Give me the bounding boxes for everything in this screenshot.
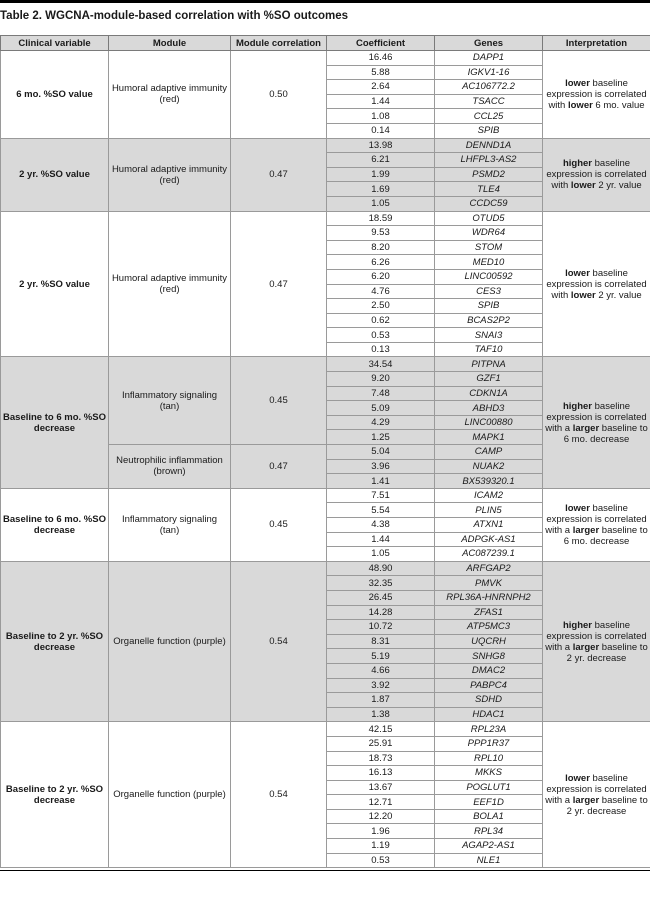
module-cell: Inflammatory signaling (tan) (109, 488, 231, 561)
table-row (1, 211, 650, 226)
coefficient-cell: 1.05 (327, 547, 435, 562)
coefficient-cell: 34.54 (327, 357, 435, 372)
interpretation-cell (543, 51, 650, 139)
coefficient-cell: 10.72 (327, 620, 435, 635)
coefficient-cell: 26.45 (327, 590, 435, 605)
module-cell: Organelle function (purple) (109, 561, 231, 722)
interpretation-emphasis: larger (572, 794, 600, 806)
gene-cell: TAF10 (435, 342, 543, 357)
gene-cell: OTUD5 (435, 211, 543, 226)
coefficient-cell: 13.67 (327, 780, 435, 795)
coefficient-cell: 13.98 (327, 138, 435, 153)
gene-cell: RPL36A-HNRNPH2 (435, 590, 543, 605)
coefficient-cell: 0.53 (327, 328, 435, 343)
clinical-variable-cell: Baseline to 6 mo. %SO decrease (1, 357, 109, 488)
interpretation-emphasis: larger (572, 641, 600, 653)
gene-cell: CES3 (435, 284, 543, 299)
gene-cell: ARFGAP2 (435, 561, 543, 576)
gene-cell: NUAK2 (435, 459, 543, 474)
interpretation-emphasis: larger (572, 422, 600, 434)
clinical-group (1, 357, 650, 488)
table-row (1, 488, 650, 503)
coefficient-cell: 16.46 (327, 51, 435, 66)
interpretation-emphasis: lower (570, 180, 596, 192)
gene-cell: BX539320.1 (435, 474, 543, 489)
bottom-rule (0, 870, 650, 871)
coefficient-cell: 18.59 (327, 211, 435, 226)
coefficient-cell: 5.88 (327, 65, 435, 80)
coefficient-cell: 9.53 (327, 226, 435, 241)
clinical-group (1, 211, 650, 357)
interpretation-text: baseline expression is correlated with a (545, 502, 647, 536)
interpretation-text: baseline expression is correlated with (546, 158, 647, 192)
gene-cell: ZFAS1 (435, 605, 543, 620)
gene-cell: RPL10 (435, 751, 543, 766)
correlation-table (0, 35, 650, 868)
clinical-variable-cell: Baseline to 2 yr. %SO decrease (1, 561, 109, 722)
clinical-variable-cell: Baseline to 2 yr. %SO decrease (1, 722, 109, 868)
module-correlation-cell: 0.45 (231, 357, 327, 445)
interpretation-emphasis: lower (565, 267, 590, 279)
module-cell: Humoral adaptive immunity (red) (109, 138, 231, 211)
coefficient-cell: 1.38 (327, 707, 435, 722)
module-correlation-cell: 0.47 (231, 211, 327, 357)
interpretation-cell (543, 211, 650, 357)
interpretation-emphasis: higher (562, 400, 592, 412)
table-row (1, 138, 650, 153)
table-row (1, 357, 650, 372)
gene-cell: SNHG8 (435, 649, 543, 664)
header-coefficient: Coefficient (327, 36, 435, 51)
module-correlation-cell: 0.50 (231, 51, 327, 139)
module-cell: Inflammatory signaling (tan) (109, 357, 231, 445)
interpretation-text: baseline expression is correlated with a (545, 400, 647, 434)
coefficient-cell: 1.41 (327, 474, 435, 489)
gene-cell: DMAC2 (435, 663, 543, 678)
header-genes: Genes (435, 36, 543, 51)
interpretation-cell (543, 357, 650, 488)
gene-cell: AC087239.1 (435, 547, 543, 562)
module-correlation-cell: 0.47 (231, 445, 327, 489)
gene-cell: MED10 (435, 255, 543, 270)
gene-cell: ABHD3 (435, 401, 543, 416)
interpretation-cell (543, 138, 650, 211)
gene-cell: RPL34 (435, 824, 543, 839)
coefficient-cell: 9.20 (327, 372, 435, 387)
table-row (1, 561, 650, 576)
gene-cell: HDAC1 (435, 707, 543, 722)
header-module-correlation: Module correlation (231, 36, 327, 51)
interpretation-text: baseline expression is correlated with a (545, 772, 647, 806)
top-rule (0, 0, 650, 3)
coefficient-cell: 7.51 (327, 488, 435, 503)
header-interpretation: Interpretation (543, 36, 650, 51)
coefficient-cell: 4.29 (327, 415, 435, 430)
gene-cell: ADPGK-AS1 (435, 532, 543, 547)
module-correlation-cell: 0.54 (231, 722, 327, 868)
module-correlation-cell: 0.54 (231, 561, 327, 722)
gene-cell: WDR64 (435, 226, 543, 241)
gene-cell: CCL25 (435, 109, 543, 124)
gene-cell: LHFPL3-AS2 (435, 153, 543, 168)
clinical-variable-cell: 2 yr. %SO value (1, 138, 109, 211)
gene-cell: STOM (435, 240, 543, 255)
module-cell: Neutrophilic inflammation (brown) (109, 445, 231, 489)
header-clinical-variable: Clinical variable (1, 36, 109, 51)
gene-cell: TSACC (435, 94, 543, 109)
gene-cell: PMVK (435, 576, 543, 591)
coefficient-cell: 5.19 (327, 649, 435, 664)
module-correlation-cell: 0.47 (231, 138, 327, 211)
coefficient-cell: 8.31 (327, 634, 435, 649)
coefficient-cell: 1.87 (327, 693, 435, 708)
gene-cell: CCDC59 (435, 196, 543, 211)
clinical-group (1, 488, 650, 561)
gene-cell: ATXN1 (435, 518, 543, 533)
header-row (1, 36, 650, 51)
gene-cell: EEF1D (435, 795, 543, 810)
interpretation-cell (543, 722, 650, 868)
coefficient-cell: 42.15 (327, 722, 435, 737)
coefficient-cell: 1.25 (327, 430, 435, 445)
interpretation-text: baseline expression is correlated with (546, 267, 647, 301)
interpretation-text: baseline to 6 mo. decrease (563, 422, 648, 445)
coefficient-cell: 8.20 (327, 240, 435, 255)
gene-cell: IGKV1-16 (435, 65, 543, 80)
gene-cell: LINC00880 (435, 415, 543, 430)
interpretation-emphasis: higher (562, 158, 592, 170)
gene-cell: ATP5MC3 (435, 620, 543, 635)
interpretation-emphasis: larger (572, 524, 600, 536)
coefficient-cell: 1.19 (327, 839, 435, 854)
clinical-group (1, 561, 650, 722)
clinical-variable-cell: 6 mo. %SO value (1, 51, 109, 139)
interpretation-text: 6 mo. value (592, 99, 645, 111)
interpretation-emphasis: lower (565, 77, 590, 89)
interpretation-text: baseline to 2 yr. decrease (566, 641, 648, 664)
coefficient-cell: 12.20 (327, 809, 435, 824)
gene-cell: ICAM2 (435, 488, 543, 503)
gene-cell: AGAP2-AS1 (435, 839, 543, 854)
interpretation-cell (543, 561, 650, 722)
interpretation-emphasis: higher (562, 619, 592, 631)
gene-cell: SNAI3 (435, 328, 543, 343)
coefficient-cell: 32.35 (327, 576, 435, 591)
gene-cell: UQCRH (435, 634, 543, 649)
interpretation-text: baseline to 6 mo. decrease (563, 524, 648, 547)
gene-cell: PLIN5 (435, 503, 543, 518)
coefficient-cell: 5.09 (327, 401, 435, 416)
gene-cell: POGLUT1 (435, 780, 543, 795)
clinical-variable-cell: 2 yr. %SO value (1, 211, 109, 357)
table-row (1, 51, 650, 66)
gene-cell: SDHD (435, 693, 543, 708)
interpretation-cell (543, 488, 650, 561)
interpretation-emphasis: lower (567, 99, 593, 111)
coefficient-cell: 0.13 (327, 342, 435, 357)
table-title: Table 2. WGCNA-module-based correlation with %SO outcomes (0, 10, 349, 22)
interpretation-text: 2 yr. value (595, 289, 642, 301)
coefficient-cell: 14.28 (327, 605, 435, 620)
coefficient-cell: 48.90 (327, 561, 435, 576)
coefficient-cell: 12.71 (327, 795, 435, 810)
interpretation-text: baseline expression is correlated with (546, 77, 647, 111)
coefficient-cell: 6.26 (327, 255, 435, 270)
coefficient-cell: 7.48 (327, 386, 435, 401)
gene-cell: BCAS2P2 (435, 313, 543, 328)
clinical-variable-cell: Baseline to 6 mo. %SO decrease (1, 488, 109, 561)
gene-cell: GZF1 (435, 372, 543, 387)
gene-cell: CDKN1A (435, 386, 543, 401)
clinical-group (1, 51, 650, 139)
gene-cell: BOLA1 (435, 809, 543, 824)
interpretation-emphasis: lower (570, 289, 596, 301)
coefficient-cell: 1.44 (327, 94, 435, 109)
gene-cell: MAPK1 (435, 430, 543, 445)
gene-cell: MKKS (435, 766, 543, 781)
gene-cell: RPL23A (435, 722, 543, 737)
coefficient-cell: 25.91 (327, 736, 435, 751)
coefficient-cell: 5.04 (327, 445, 435, 460)
coefficient-cell: 3.92 (327, 678, 435, 693)
interpretation-text: baseline to 2 yr. decrease (566, 794, 648, 817)
gene-cell: PITPNA (435, 357, 543, 372)
coefficient-cell: 3.96 (327, 459, 435, 474)
coefficient-cell: 6.21 (327, 153, 435, 168)
coefficient-cell: 0.53 (327, 853, 435, 868)
module-cell: Humoral adaptive immunity (red) (109, 51, 231, 139)
coefficient-cell: 1.44 (327, 532, 435, 547)
interpretation-emphasis: lower (565, 502, 590, 514)
gene-cell: DENND1A (435, 138, 543, 153)
coefficient-cell: 1.05 (327, 196, 435, 211)
clinical-group (1, 138, 650, 211)
gene-cell: TLE4 (435, 182, 543, 197)
module-cell: Organelle function (purple) (109, 722, 231, 868)
coefficient-cell: 1.96 (327, 824, 435, 839)
gene-cell: DAPP1 (435, 51, 543, 66)
interpretation-text: baseline expression is correlated with a (545, 619, 647, 653)
gene-cell: PSMD2 (435, 167, 543, 182)
gene-cell: SPIB (435, 299, 543, 314)
coefficient-cell: 1.69 (327, 182, 435, 197)
coefficient-cell: 18.73 (327, 751, 435, 766)
clinical-group (1, 722, 650, 868)
gene-cell: AC106772.2 (435, 80, 543, 95)
gene-cell: SPIB (435, 123, 543, 138)
header-module: Module (109, 36, 231, 51)
coefficient-cell: 4.38 (327, 518, 435, 533)
coefficient-cell: 1.99 (327, 167, 435, 182)
interpretation-text: 2 yr. value (595, 180, 642, 192)
coefficient-cell: 2.50 (327, 299, 435, 314)
coefficient-cell: 2.64 (327, 80, 435, 95)
coefficient-cell: 4.76 (327, 284, 435, 299)
coefficient-cell: 0.62 (327, 313, 435, 328)
coefficient-cell: 16.13 (327, 766, 435, 781)
module-cell: Humoral adaptive immunity (red) (109, 211, 231, 357)
coefficient-cell: 5.54 (327, 503, 435, 518)
gene-cell: PPP1R37 (435, 736, 543, 751)
gene-cell: PABPC4 (435, 678, 543, 693)
coefficient-cell: 1.08 (327, 109, 435, 124)
module-correlation-cell: 0.45 (231, 488, 327, 561)
table-row (1, 722, 650, 737)
coefficient-cell: 4.66 (327, 663, 435, 678)
gene-cell: CAMP (435, 445, 543, 460)
gene-cell: NLE1 (435, 853, 543, 868)
coefficient-cell: 0.14 (327, 123, 435, 138)
gene-cell: LINC00592 (435, 269, 543, 284)
coefficient-cell: 6.20 (327, 269, 435, 284)
interpretation-emphasis: lower (565, 772, 590, 784)
